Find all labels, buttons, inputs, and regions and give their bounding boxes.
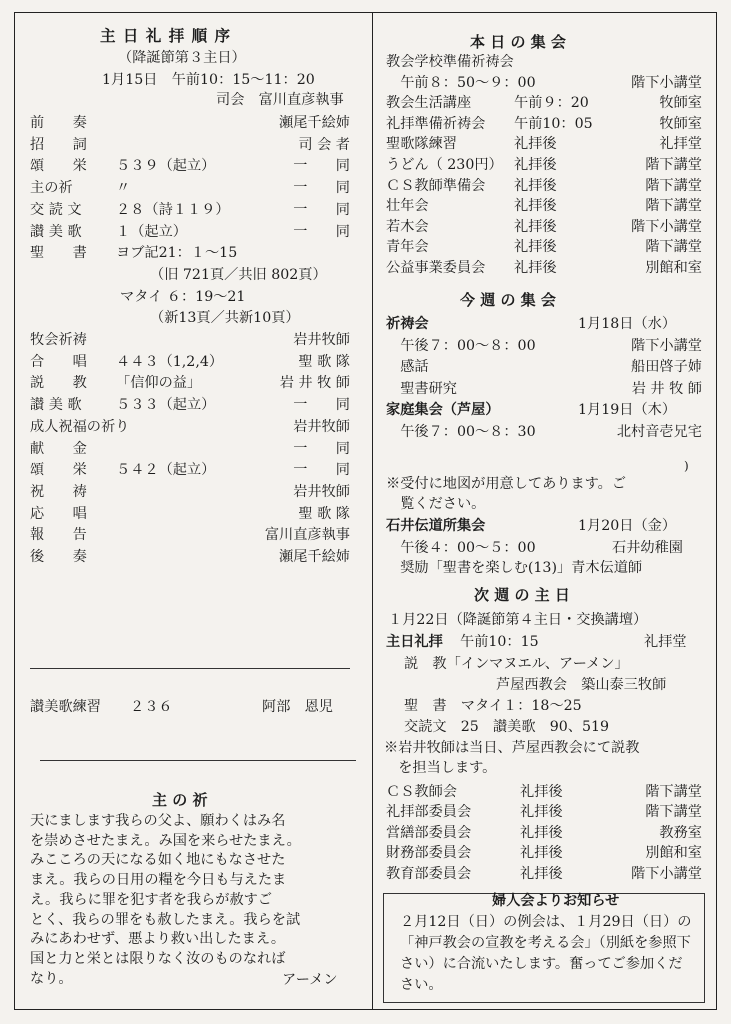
- committee-name: 礼拝部委員会: [386, 804, 472, 821]
- order-item-label: 牧会祈祷: [30, 332, 87, 348]
- week-meeting-name: 家庭集会（芦屋）: [386, 402, 500, 419]
- order-item-detail: ヨブ記21：１～15: [116, 245, 238, 262]
- order-item-label: 頌 栄: [30, 158, 87, 175]
- today-meeting-name: 教会生活講座: [386, 95, 472, 112]
- week-meeting-place: 岩 井 牧 師: [631, 380, 702, 397]
- practice-person: 阿部 恩児: [262, 699, 333, 715]
- ishii-meeting-talk: 奨励「聖書を楽しむ(13)」青木伝道師: [386, 560, 643, 576]
- order-item-person: 聖 歌 隊: [298, 505, 350, 522]
- order-item-person: 岩 井 牧 師: [279, 375, 350, 392]
- ishii-meeting-name: 石井伝道所集会: [386, 518, 486, 534]
- practice-item: 讃美歌練習: [30, 699, 101, 715]
- order-item-person: 一 同: [293, 397, 350, 414]
- today-meeting-time: 午前９：20: [514, 95, 589, 112]
- today-meeting-place: 階下講堂: [645, 157, 702, 173]
- week-meeting-place: 北村音壱兄宅: [616, 424, 702, 440]
- week-meeting-name: 聖書研究: [386, 380, 457, 397]
- committee-time: 礼拝後: [520, 845, 563, 862]
- committee-time: 礼拝後: [520, 804, 563, 821]
- committee-name: 財務部委員会: [386, 845, 472, 862]
- prayer-text: 天にまします我らの父よ、願わくはみ名 を崇めさせたまえ。み国を来らせたまえ。 みこころの天になる如く地にもなさせた まえ。我らの日用の糧を今日も与えたま え。我らに罪を犯す者を我らが赦すご とく、我らの罪をも赦したまえ。我らを試 みにあわせず、悪より救い出したまえ。 国と力と栄とは限りなく汝のものなれば なり。: [30, 813, 301, 987]
- today-meeting-place: 牧師室: [659, 115, 702, 132]
- today-meeting-time: 礼拝後: [514, 218, 557, 235]
- order-item-label: 報 告: [30, 527, 87, 544]
- order-item-person: 瀬尾千絵姉: [279, 549, 350, 565]
- column-divider: [372, 12, 373, 1010]
- week-meeting-name: 祈祷会: [386, 316, 429, 332]
- next-sunday-title: 次 週 の 主 日: [474, 586, 570, 604]
- order-item-label: 頌 栄: [30, 462, 87, 479]
- order-item-person: 岩井牧師: [293, 332, 350, 348]
- next-note-line-1: ※岩井牧師は当日、芦屋西教会にて説教: [384, 740, 640, 756]
- worship-date-time: 1月15日 午前10：15～11：20: [102, 72, 315, 88]
- next-worship-time: 午前10：15: [460, 634, 539, 650]
- order-item-detail: ４４３（1,2,4）: [116, 353, 224, 370]
- committee-time: 礼拝後: [520, 824, 563, 841]
- prayer-amen: アーメン: [282, 972, 338, 988]
- order-item-label: 讃 美 歌: [30, 223, 82, 240]
- today-meeting-time: 礼拝後: [514, 136, 557, 153]
- prayer-divider: [40, 760, 356, 761]
- week-meeting-date: 1月18日（水）: [578, 316, 677, 332]
- today-meeting-name: 教会学校準備祈祷会: [386, 54, 514, 70]
- order-item-person: 司 会 者: [298, 136, 350, 153]
- committee-time: 礼拝後: [520, 784, 563, 800]
- order-item-label: 交 読 文: [30, 201, 82, 218]
- ishii-meeting-time: 午後４：00～５：00: [386, 540, 536, 556]
- today-meeting-time: 礼拝後: [514, 157, 557, 173]
- today-meeting-name: 聖歌隊練習: [386, 136, 457, 153]
- map-note-line-2: 覧ください。: [386, 496, 486, 512]
- order-item-person: 岩井牧師: [293, 418, 350, 435]
- order-item-label: 祝 祷: [30, 483, 87, 500]
- order-item-label: 献 金: [30, 440, 87, 457]
- order-item-label: 合 唱: [30, 353, 87, 370]
- order-item-label: 成人祝福の祈り: [30, 418, 130, 435]
- committee-place: 階下小講堂: [631, 865, 702, 882]
- order-item-person: 一 同: [293, 223, 350, 240]
- week-meeting-name: 午後７：00～８：30: [386, 424, 536, 440]
- today-meeting-name: ＣＳ教師準備会: [386, 177, 486, 194]
- next-reading: 交読文 25 讃美歌 90、519: [404, 719, 610, 735]
- committee-place: 階下講堂: [645, 804, 702, 821]
- order-item-detail: ５４２（起立）: [116, 462, 216, 479]
- week-meeting-name: 感話: [386, 359, 429, 376]
- week-meetings-title: 今 週 の 集 会: [460, 291, 556, 309]
- today-meeting-time: 礼拝後: [514, 239, 557, 256]
- order-item-label: 主の祈: [30, 180, 73, 197]
- order-item-person: 一 同: [293, 462, 350, 479]
- womens-association-notice: [383, 893, 705, 1003]
- order-item-detail: （旧 721頁／共旧 802頁）: [150, 266, 327, 283]
- notice-text: ２月12日（日）の例会は、１月29日（日）の「神戸教会の宣教を考える会」（別紙を参照下さい）に合流いたします。奮ってご参加ください。: [400, 914, 692, 993]
- order-item-detail: １（起立）: [116, 223, 187, 240]
- order-item-person: 富川直彦執事: [264, 527, 350, 544]
- today-meeting-name: 礼拝準備祈祷会: [386, 115, 486, 132]
- order-item-person: 一 同: [293, 180, 350, 197]
- today-meeting-name: 若木会: [386, 218, 429, 235]
- order-item-detail: 〃: [116, 180, 131, 197]
- week-meeting-date: 1月19日（木）: [578, 402, 677, 419]
- order-item-person: 一 同: [293, 158, 350, 175]
- committee-name: 営繕部委員会: [386, 824, 472, 841]
- today-meeting-place: 階下講堂: [645, 198, 702, 215]
- today-meeting-time: 礼拝後: [514, 260, 557, 276]
- order-item-person: 一 同: [293, 201, 350, 218]
- committee-time: 礼拝後: [520, 865, 563, 882]
- stray-mark: ): [684, 459, 689, 473]
- committee-name: ＣＳ教師会: [386, 784, 457, 800]
- ishii-meeting-place: 石井幼稚園: [612, 540, 683, 556]
- today-meeting-name: 壮年会: [386, 198, 429, 215]
- today-meetings-title: 本 日 の 集 会: [470, 33, 566, 51]
- order-item-label: 讃 美 歌: [30, 397, 82, 414]
- today-meeting-time: 礼拝後: [514, 198, 557, 215]
- prayer-title: 主 の 祈: [152, 791, 208, 809]
- next-worship-label: 主日礼拝: [386, 634, 443, 650]
- divider-line: [30, 668, 350, 669]
- today-meeting-place: 階下講堂: [645, 177, 702, 194]
- today-meeting-place: 牧師室: [659, 95, 702, 112]
- next-note-line-2: を担当します。: [384, 760, 497, 776]
- order-item-person: 岩井牧師: [293, 483, 350, 500]
- next-sermon: 説 教「インマヌエル、アーメン」: [404, 656, 629, 672]
- today-meeting-time: 礼拝後: [514, 177, 557, 194]
- committee-place: 階下講堂: [645, 784, 702, 800]
- order-item-detail: ２８（詩１１９）: [116, 201, 230, 218]
- week-meeting-place: 船田啓子姉: [631, 359, 702, 376]
- order-item-person: 瀬尾千絵姉: [279, 115, 350, 131]
- order-item-label: 前 奏: [30, 115, 87, 131]
- committee-place: 別館和室: [645, 845, 702, 862]
- practice-hymn: ２３６: [130, 699, 173, 715]
- today-meeting-name: 午前８：50～９：00: [386, 74, 536, 91]
- today-meeting-place: 礼拝堂: [659, 136, 702, 153]
- today-meeting-place: 階下講堂: [645, 239, 702, 256]
- order-item-person: 聖 歌 隊: [298, 353, 350, 370]
- order-item-detail: ５３９（起立）: [116, 158, 216, 175]
- order-item-detail: マタイ ６：19～21: [120, 288, 246, 305]
- ishii-meeting-date: 1月20日（金）: [578, 518, 677, 534]
- order-item-label: 説 教: [30, 375, 87, 392]
- today-meeting-name: うどん（ 230円）: [386, 157, 503, 173]
- presider: 司会 富川直彦執事: [216, 92, 344, 108]
- order-item-detail: ５３３（起立）: [116, 397, 216, 414]
- today-meeting-time: 午前10：05: [514, 115, 593, 132]
- notice-title: 婦人会よりお知らせ: [492, 893, 620, 909]
- today-meeting-place: 階下小講堂: [631, 74, 702, 91]
- order-item-detail: 「信仰の益」: [116, 375, 202, 392]
- week-meeting-place: 階下小講堂: [631, 337, 702, 354]
- order-item-label: 応 唱: [30, 505, 87, 522]
- today-meeting-name: 青年会: [386, 239, 429, 256]
- today-meeting-name: 公益事業委員会: [386, 260, 486, 276]
- order-item-label: 招 詞: [30, 136, 87, 153]
- order-of-worship-title: 主 日 礼 拝 順 序: [100, 26, 231, 45]
- next-worship-place: 礼拝堂: [644, 634, 687, 650]
- order-item-label: 後 奏: [30, 549, 87, 565]
- committee-place: 教務室: [659, 824, 702, 841]
- week-meeting-name: 午後７：00～８：00: [386, 337, 536, 354]
- next-sunday-date: １月22日（降誕節第４主日・交換講壇）: [388, 612, 648, 628]
- map-note-line-1: ※受付に地図が用意してあります。ご: [386, 476, 627, 492]
- today-meeting-place: 別館和室: [645, 260, 702, 276]
- order-item-detail: （新13頁／共新10頁）: [150, 310, 300, 327]
- order-item-label: 聖 書: [30, 245, 87, 262]
- today-meeting-place: 階下小講堂: [631, 218, 702, 235]
- order-subtitle: （降誕節第３主日）: [118, 50, 246, 66]
- committee-name: 教育部委員会: [386, 865, 472, 882]
- order-item-person: 一 同: [293, 440, 350, 457]
- next-bible: 聖 書 マタイ１：18～25: [404, 698, 582, 714]
- next-preacher: 芦屋西教会 築山泰三牧師: [496, 677, 667, 693]
